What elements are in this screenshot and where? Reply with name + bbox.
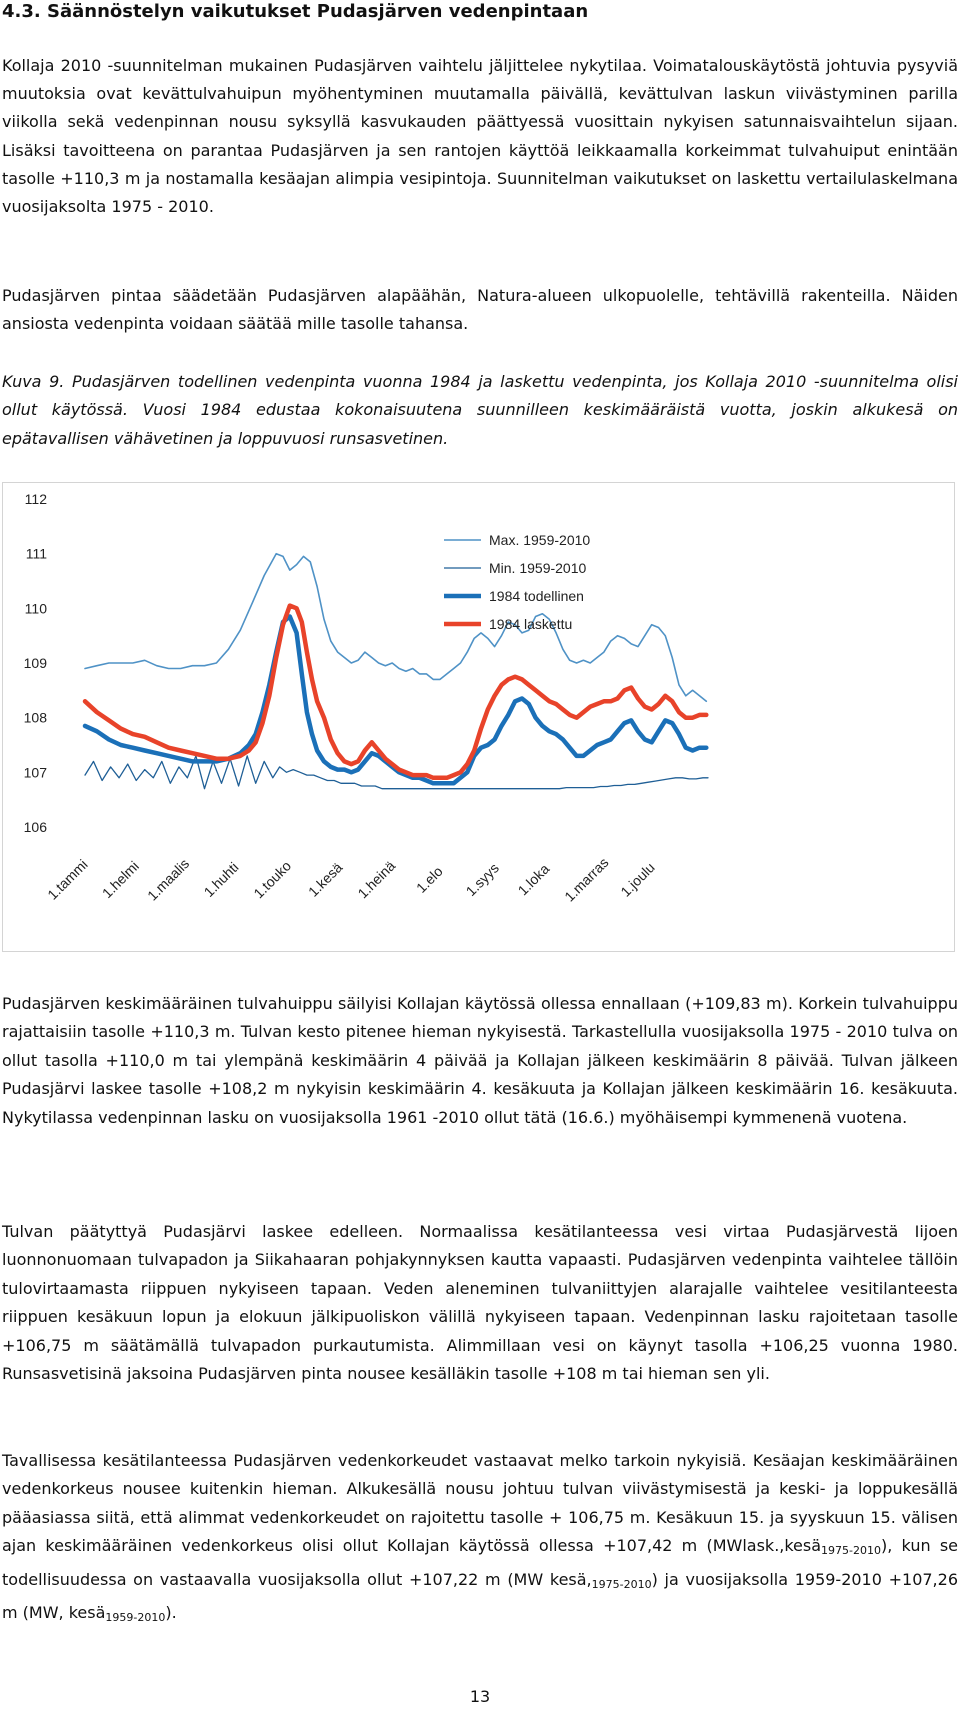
x-tick-label: 1.marras xyxy=(561,854,612,905)
x-tick-label: 1.heinä xyxy=(354,857,399,902)
y-tick-label: 112 xyxy=(24,491,47,507)
summer-text-b: ), kun se todellisuudessa on vastaavalla vuosijaksolla ollut +107,22 m (MW kesä, xyxy=(2,1536,958,1589)
chart-canvas xyxy=(3,483,954,951)
summer-text-c: ) ja vuosijaksolla 1959-2010 +107,26 m (MW, kesä xyxy=(2,1569,959,1623)
x-tick-label: 1.tammi xyxy=(44,856,91,903)
x-axis-labels xyxy=(44,854,658,904)
x-tick-label: 1.maalis xyxy=(144,855,193,904)
page-number: 13 xyxy=(469,1687,491,1706)
figure-caption: Kuva 9. Pudasjärven todellinen vedenpinta vuonna 1984 ja laskettu vedenpinta, jos Kollaja 2010 -suunnitelma olisi ollut käytössä. Vuosi 1984 edustaa kokonaisuutena suunnilleen keskimääräistä vuotta, joskin alkukesä on epätavallisen vähävetinen ja loppuvuosi runsasvetinen. xyxy=(2,372,958,448)
paragraph-flood-peak: Pudasjärven keskimääräinen tulvahuippu säilyisi Kollajan käytössä ollessa ennallaan (+109,83 m). Korkein tulvahuippu rajattaisiin tasolle +110,3 m. Tulvan kesto pitenee hieman nykyisestä. Tarkastellulla vuosijaksolla 1975 - 2010 tulva on ollut tasolla +110,0 m tai ylempänä keskimäärin 4 päivää ja Kollajan jälkeen keskimäärin 8 päivää. Tulvan jälkeen Pudasjärvi laskee tasolle +108,2 m nykyisin keskimäärin 4. kesäkuuta ja Kollajan jälkeen keskimäärin 16. kesäkuuta. Nykytilassa vedenpinnan lasku on vuosijaksolla 1961 -2010 ollut tätä (16.6.) myöhäisempi kymmenenä vuotena. xyxy=(2,994,958,1127)
y-tick-label: 109 xyxy=(23,655,47,671)
paragraph-intro: Kollaja 2010 -suunnitelman mukainen Pudasjärven vaihtelu jäljittelee nykytilaa. Voimatalouskäytöstä johtuvia pysyviä muutoksia ovat kevättulvahuipun myöhentyminen muutamalla päivällä, kevättulvan laskun viivästyminen parilla viikolla sekä vedenpinnan nousu syksyllä kasvukauden päättyessä vuosittain nykyisen satunnaisvaihtelun sijaan. Lisäksi tavoitteena on parantaa Pudasjärven ja sen rantojen käyttöä leikkaamalla korkeimmat tulvahuiput enintään tasolle +110,3 m ja nostamalla kesäajan alimpia vesipintoja. Suunnitelman vaikutukset on laskettu vertailulaskelmana vuosijaksolta 1975 - 2010. xyxy=(2,56,958,217)
chart-series-group xyxy=(85,554,708,789)
paragraph-regulation: Pudasjärven pintaa säädetään Pudasjärven alapäähän, Natura-alueen ulkopuolelle, tehtävillä rakenteilla. Näiden ansiosta vedenpinta voidaan säätää mille tasolle tahansa. xyxy=(2,286,958,334)
y-tick-label: 110 xyxy=(24,600,47,617)
x-tick-label: 1.syys xyxy=(462,859,502,900)
legend-label-3: 1984 laskettu xyxy=(489,616,573,632)
x-tick-label: 1.joulu xyxy=(617,859,658,900)
summer-text-a: Tavallisessa kesätilanteessa Pudasjärven vedenkorkeudet vastaavat melko tarkoin nykyisiä. Kesäajan keskimääräinen vedenkorkeus nousee kuitenkin hieman. Alkukesällä nousu johtuu tulvan viivästymisestä ja keski- ja loppukesällä pääasiassa siitä, että alimmat vedenkorkeudet on rajoitettu tasolle + 106,75 m. Kesäkuun 15. ja syyskuun 15. välisen ajan keskimääräinen vedenkorkeus olisi ollut Kollajan käytössä ollessa +107,42 m (MWlask.,kesä xyxy=(2,1451,958,1556)
section-heading: 4.3. Säännöstelyn vaikutukset Pudasjärven vedenpintaan xyxy=(2,1,589,22)
y-tick-label: 107 xyxy=(23,764,47,781)
summer-sub-1: 1975-2010 xyxy=(821,1544,882,1558)
series-line-3 xyxy=(85,606,706,778)
x-tick-label: 1.huhti xyxy=(200,858,242,900)
summer-text-d: ). xyxy=(165,1603,177,1623)
paragraph-after-flood: Tulvan päätyttyä Pudasjärvi laskee edelleen. Normaalissa kesätilanteessa vesi virtaa Pudasjärvestä Iijoen luonnonuomaan tulvapadon ja Siikahaaran pohjakynnyksen kautta vapaasti. Pudasjärven vedenpinta vaihtelee tällöin tulovirtaamasta riippuen nykyiseen tapaan. Veden aleneminen tulvaniittyjen alarajalle vaihtelee vesitilanteesta riippuen kesäkuun lopun ja elokuun jälkipuoliskon välillä nykyiseen tapaan. Vedenpinnan lasku rajoitetaan tasolle +106,75 m säätämällä tulvapadon purkautumista. Alimmillaan vesi on käynyt tasolla +106,25 vuonna 1980. Runsasvetisinä jaksoina Pudasjärven pinta nousee kesälläkin tasolle +108 m tai hieman sen yli. xyxy=(2,1222,958,1384)
chart-legend xyxy=(444,532,590,632)
legend-label-2: 1984 todellinen xyxy=(489,588,584,604)
y-axis-labels xyxy=(24,491,48,835)
y-tick-label: 106 xyxy=(23,819,47,835)
x-tick-label: 1.helmi xyxy=(98,857,142,902)
legend-label-1: Min. 1959-2010 xyxy=(489,560,587,576)
summer-sub-3: 1959-2010 xyxy=(105,1611,166,1625)
x-tick-label: 1.kesä xyxy=(304,859,346,900)
water-level-chart xyxy=(2,482,955,952)
legend-label-0: Max. 1959-2010 xyxy=(489,532,591,548)
y-tick-label: 111 xyxy=(25,545,47,562)
x-tick-label: 1.touko xyxy=(250,857,295,902)
x-tick-label: 1.loka xyxy=(514,860,553,899)
paragraph-summer-levels xyxy=(2,1447,958,1632)
summer-sub-2: 1975-2010 xyxy=(591,1577,652,1591)
y-tick-label: 108 xyxy=(23,709,47,726)
x-tick-label: 1.elo xyxy=(412,863,446,896)
series-line-0 xyxy=(85,554,706,702)
